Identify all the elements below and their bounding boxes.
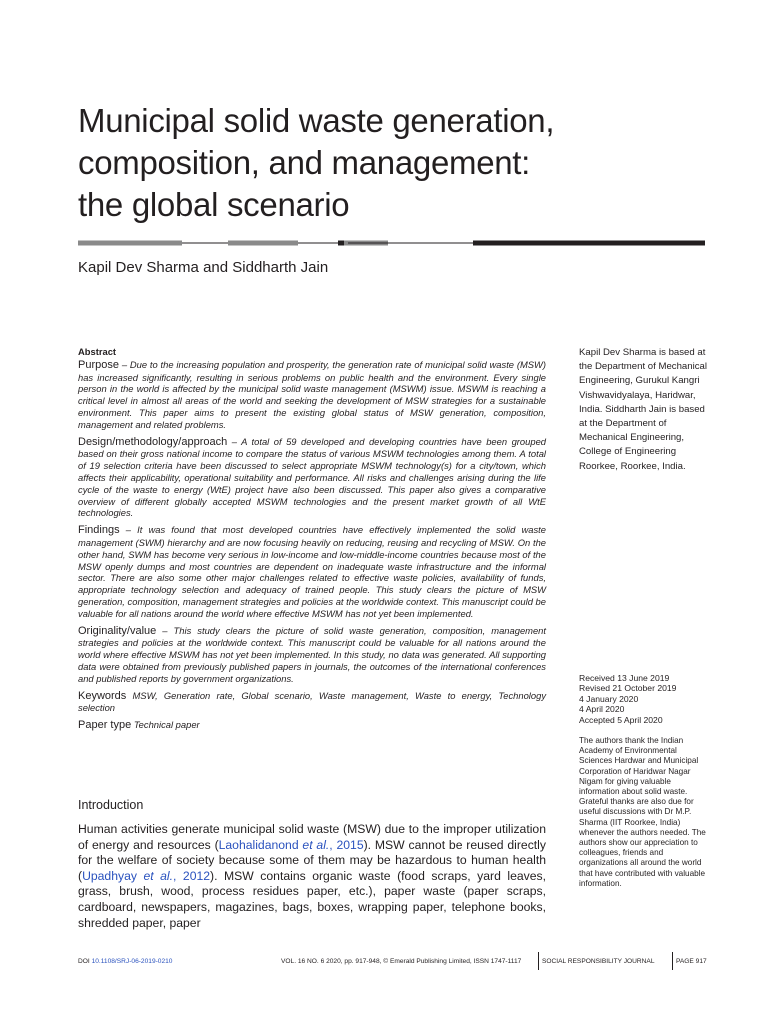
page-number: PAGE 917 (676, 958, 707, 965)
date-line: Received 13 June 2019 (579, 673, 670, 683)
date-line: Accepted 5 April 2020 (579, 714, 663, 725)
section-text: – Due to the increasing population and prosperity, the generation rate of municipal solid waste (MSW) has increased significantly, resulting in serious problems on public health and the environment. Every single person in the world is affected by the municipal solid waste management (MSWM) issue. MSWM is reaching a critical level in almost all areas of the world and seeking the development of MSW strategies for a sustainable environment. This paper aims to present the existing global status of MSW generation, composition, management and related problems. (78, 358, 546, 430)
abstract-keywords (78, 690, 546, 715)
volume-info: VOL. 16 NO. 6 2020, pp. 917-948, © Emerald Publishing Limited, ISSN 1747-1117 (281, 958, 522, 965)
abstract-purpose (78, 359, 546, 431)
section-text: MSW, Generation rate, Global scenario, Waste management, Waste to energy, Technology selection (78, 689, 547, 714)
citation-link[interactable]: Upadhyay et al., 2012 (82, 868, 211, 883)
abstract-findings (78, 524, 546, 619)
section-label: Findings (78, 524, 120, 537)
section-text: – It was found that most developed countries have effectively implemented the solid waste management (SWM) hierarchy and are now focusing heavily on reducing, reusing and recycling of MSW. On the other hand, SWM has become very serious in low-income and low-middle-income countries because most of the MSW openly dumps and most countries are dependent on inadequate waste infrastructure and the informal sector. There are also some other major challenges related to effective waste policies, availability of funds, appropriate technology selection and adequacy of trained people. This study clears the picture of MSW generation, composition, management strategies and policies at the worldwide context. This manuscript could be valuable for all nations around the world where effective MSWM has not yet been implemented. (78, 524, 546, 619)
body-text: ). MSW contains organic waste (food scraps, yard leaves, grass, brush, wood, process residues paper, etc.), paper waste (paper scraps, cardboard, newspapers, magazines, bags, boxes, wrapping paper, telephone books, shredded paper, paper (78, 868, 546, 930)
author-name: Kapil Dev Sharma (78, 259, 199, 276)
abstract-paper-type (78, 719, 546, 732)
abstract (78, 346, 546, 737)
section-text: Technical paper (133, 719, 200, 731)
title-line: composition, and management: (78, 144, 531, 181)
section-heading: Introduction (78, 798, 144, 812)
body-paragraph (78, 822, 546, 931)
abstract-heading: Abstract (78, 346, 117, 357)
section-label: Originality/value (78, 624, 157, 637)
date-line: 4 April 2020 (579, 704, 625, 715)
doi-link[interactable]: 10.1108/SRJ-06-2019-0210 (91, 958, 173, 965)
journal-name: SOCIAL RESPONSIBILITY JOURNAL (542, 958, 655, 965)
body-text: Human activities generate municipal solid waste (MSW) due to the improper utilization of energy and resources ( (78, 822, 546, 852)
date-line: 4 January 2020 (579, 693, 639, 704)
section-label: Paper type (78, 719, 132, 732)
body-text: ). MSW cannot be reused directly for the welfare of society because some of them may be hazardous to human health ( (78, 837, 546, 883)
author-affiliations: Kapil Dev Sharma is based at the Department of Mechanical Engineering, Gurukul Kangri Vishwavidyalaya, Haridwar, India. Siddharth Jain is based at the Department of Mechanical Engineering, College of Engineering Roorkee, Roorkee, India. (579, 347, 707, 472)
decorative-rule (78, 240, 705, 246)
section-text: – A total of 59 developed and developing countries have been grouped based on their gross national income to compare the status of various MSWM technologies among them. A total of 19 selection criteria have been discussed to select appropriate MSWM technology(s) for a city/town, which affects their applicability, operational suitability and performance. All risks and challenges arising during the life cycle of the waste to energy (WtE) project have also been discussed. This paper also gives a comparative overview of different globally accepted MSWM technologies and the present market growth of all WtE technologies. (78, 435, 546, 519)
date-line: Revised 21 October 2019 (579, 683, 677, 694)
footer-divider (672, 952, 673, 970)
section-label: Design/methodology/approach (78, 435, 228, 448)
title-line: the global scenario (78, 186, 350, 223)
section-label: Purpose (78, 358, 119, 371)
author-line (78, 259, 328, 276)
publication-dates (579, 673, 709, 725)
paper-title (78, 100, 598, 226)
author-name: Siddharth Jain (232, 259, 329, 276)
acknowledgements: The authors thank the Indian Academy of Environmental Sciences Hardwar and Municipal Corporation of Haridwar Nagar Nigam for giving valuable information about solid waste. Grateful thanks are also due for useful discussions with Dr M.P. Sharma (IIT Roorkee, India) whenever the authors needed. The authors show our appreciation to colleagues, friends and organizations all around the world that have contributed with valuable information. (579, 736, 706, 888)
title-line: Municipal solid waste generation, (78, 102, 555, 139)
section-text: – This study clears the picture of solid waste generation, composition, management strategies and policies at the worldwide context. This manuscript could be valuable for all nations around the world where effective MSWM has not yet been implemented. In this study, no data was generated. All supporting data were obtained from previously published papers in journals, the outcomes of the international conferences and published reports by government organizations. (78, 624, 546, 684)
section-label: Keywords (78, 689, 127, 702)
abstract-design (78, 436, 546, 520)
footer-divider (538, 952, 539, 970)
citation-link[interactable]: Laohalidanond et al., 2015 (218, 837, 364, 852)
abstract-originality (78, 625, 546, 685)
author-conjunction: and (203, 259, 229, 276)
doi: DOI 10.1108/SRJ-06-2019-0210 (78, 958, 173, 965)
